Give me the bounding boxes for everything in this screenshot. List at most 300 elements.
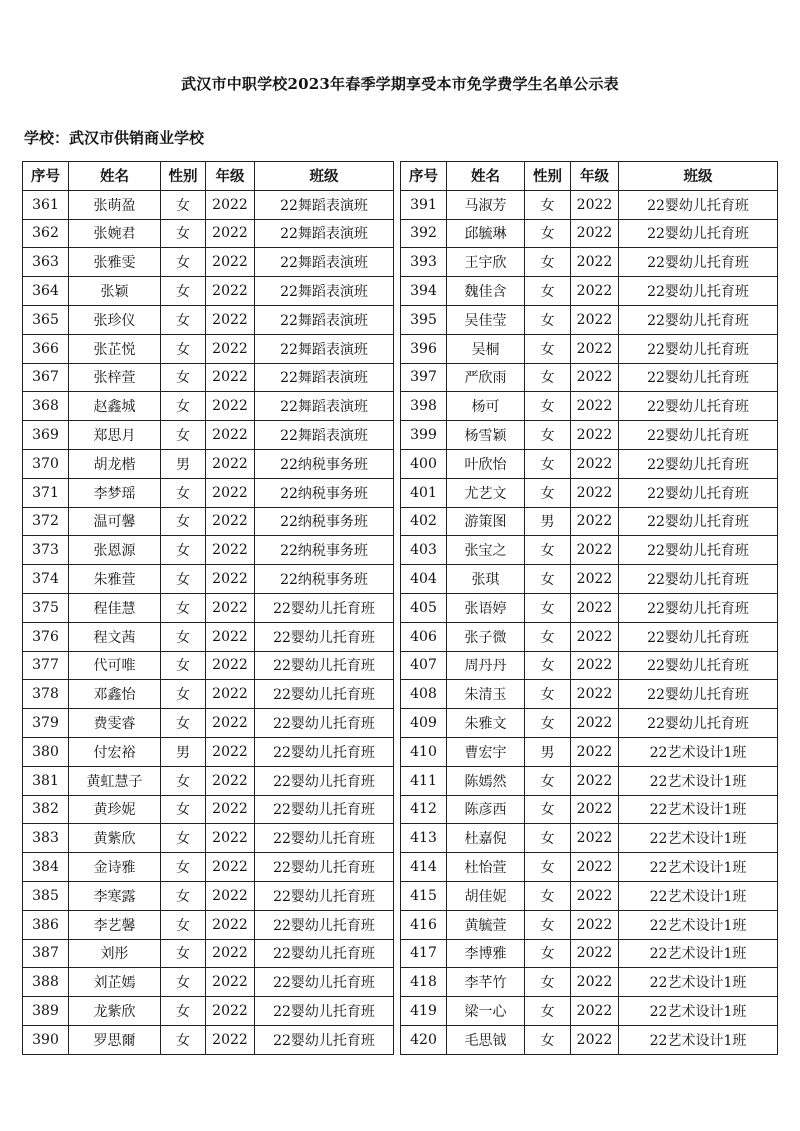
table-row <box>23 507 394 536</box>
table-row <box>23 363 394 392</box>
cell-number: 394 <box>401 277 447 306</box>
table-row <box>23 219 394 248</box>
cell-grade: 2022 <box>206 363 255 392</box>
cell-grade: 2022 <box>571 968 619 997</box>
cell-gender: 女 <box>525 997 571 1026</box>
page-title: 武汉市中职学校2023年春季学期享受本市免学费学生名单公示表 <box>181 75 619 93</box>
cell-gender: 女 <box>161 593 206 622</box>
cell-name: 朱雅萱 <box>69 565 161 594</box>
cell-gender: 女 <box>161 968 206 997</box>
cell-grade: 2022 <box>206 478 255 507</box>
cell-class: 22婴幼儿托育班 <box>619 219 778 248</box>
cell-name: 吴佳莹 <box>447 305 525 334</box>
cell-name: 邓鑫怡 <box>69 680 161 709</box>
cell-gender: 女 <box>525 939 571 968</box>
table-row <box>23 737 394 766</box>
cell-gender: 女 <box>525 190 571 219</box>
cell-number: 367 <box>23 363 69 392</box>
table-row <box>23 939 394 968</box>
cell-grade: 2022 <box>571 334 619 363</box>
cell-class: 22纳税事务班 <box>255 478 394 507</box>
table-header-row <box>23 162 394 191</box>
cell-number: 400 <box>401 449 447 478</box>
cell-class: 22婴幼儿托育班 <box>619 449 778 478</box>
table-row <box>401 853 778 882</box>
table-row <box>23 824 394 853</box>
table-row <box>401 651 778 680</box>
cell-number: 395 <box>401 305 447 334</box>
cell-number: 370 <box>23 449 69 478</box>
cell-number: 397 <box>401 363 447 392</box>
table-row <box>23 766 394 795</box>
cell-name: 严欣雨 <box>447 363 525 392</box>
table-body-right <box>401 190 778 1054</box>
table-row <box>23 277 394 306</box>
table-row <box>401 536 778 565</box>
cell-class: 22舞蹈表演班 <box>255 421 394 450</box>
cell-number: 381 <box>23 766 69 795</box>
table-row <box>401 997 778 1026</box>
cell-gender: 女 <box>525 392 571 421</box>
cell-gender: 女 <box>525 363 571 392</box>
table-row <box>23 190 394 219</box>
table-row <box>23 565 394 594</box>
cell-gender: 女 <box>525 968 571 997</box>
cell-name: 代可唯 <box>69 651 161 680</box>
cell-class: 22婴幼儿托育班 <box>255 939 394 968</box>
table-row <box>23 536 394 565</box>
cell-name: 张琪 <box>447 565 525 594</box>
cell-class: 22纳税事务班 <box>255 536 394 565</box>
cell-class: 22婴幼儿托育班 <box>619 421 778 450</box>
cell-number: 417 <box>401 939 447 968</box>
cell-name: 吴桐 <box>447 334 525 363</box>
cell-number: 403 <box>401 536 447 565</box>
cell-grade: 2022 <box>206 853 255 882</box>
cell-grade: 2022 <box>571 363 619 392</box>
cell-class: 22艺术设计1班 <box>619 853 778 882</box>
cell-class: 22婴幼儿托育班 <box>255 593 394 622</box>
cell-grade: 2022 <box>206 421 255 450</box>
cell-number: 365 <box>23 305 69 334</box>
table-row <box>23 248 394 277</box>
cell-name: 黄珍妮 <box>69 795 161 824</box>
cell-grade: 2022 <box>206 680 255 709</box>
cell-number: 369 <box>23 421 69 450</box>
cell-name: 杨雪颖 <box>447 421 525 450</box>
table-row <box>23 680 394 709</box>
cell-number: 415 <box>401 881 447 910</box>
table-row <box>401 910 778 939</box>
cell-class: 22婴幼儿托育班 <box>619 565 778 594</box>
cell-class: 22舞蹈表演班 <box>255 392 394 421</box>
cell-number: 407 <box>401 651 447 680</box>
cell-number: 378 <box>23 680 69 709</box>
cell-gender: 女 <box>525 795 571 824</box>
cell-number: 383 <box>23 824 69 853</box>
cell-class: 22婴幼儿托育班 <box>619 536 778 565</box>
cell-gender: 女 <box>525 1025 571 1054</box>
cell-gender: 女 <box>525 853 571 882</box>
cell-number: 373 <box>23 536 69 565</box>
cell-class: 22婴幼儿托育班 <box>255 910 394 939</box>
cell-number: 412 <box>401 795 447 824</box>
cell-class: 22纳税事务班 <box>255 507 394 536</box>
cell-grade: 2022 <box>206 507 255 536</box>
cell-grade: 2022 <box>206 651 255 680</box>
cell-grade: 2022 <box>206 622 255 651</box>
table-row <box>401 507 778 536</box>
cell-gender: 女 <box>161 622 206 651</box>
cell-gender: 女 <box>161 795 206 824</box>
cell-gender: 女 <box>161 421 206 450</box>
cell-name: 周丹丹 <box>447 651 525 680</box>
header-name: 姓名 <box>69 162 161 191</box>
cell-class: 22婴幼儿托育班 <box>619 651 778 680</box>
cell-grade: 2022 <box>206 536 255 565</box>
cell-number: 420 <box>401 1025 447 1054</box>
cell-class: 22艺术设计1班 <box>619 737 778 766</box>
cell-number: 390 <box>23 1025 69 1054</box>
cell-grade: 2022 <box>571 421 619 450</box>
cell-class: 22艺术设计1班 <box>619 997 778 1026</box>
header-number: 序号 <box>23 162 69 191</box>
cell-grade: 2022 <box>571 536 619 565</box>
cell-number: 413 <box>401 824 447 853</box>
cell-name: 刘彤 <box>69 939 161 968</box>
cell-grade: 2022 <box>571 305 619 334</box>
cell-class: 22舞蹈表演班 <box>255 219 394 248</box>
cell-name: 张婉君 <box>69 219 161 248</box>
cell-number: 386 <box>23 910 69 939</box>
table-row <box>23 1025 394 1054</box>
cell-grade: 2022 <box>206 593 255 622</box>
cell-grade: 2022 <box>571 997 619 1026</box>
cell-gender: 女 <box>525 910 571 939</box>
cell-gender: 女 <box>525 881 571 910</box>
table-body-left <box>23 190 394 1054</box>
cell-grade: 2022 <box>571 565 619 594</box>
cell-name: 杜嘉倪 <box>447 824 525 853</box>
cell-class: 22婴幼儿托育班 <box>619 363 778 392</box>
cell-number: 401 <box>401 478 447 507</box>
table-row <box>401 824 778 853</box>
cell-number: 389 <box>23 997 69 1026</box>
cell-class: 22婴幼儿托育班 <box>255 709 394 738</box>
table-row <box>23 622 394 651</box>
cell-name: 张恩源 <box>69 536 161 565</box>
cell-gender: 女 <box>161 392 206 421</box>
cell-class: 22婴幼儿托育班 <box>255 1025 394 1054</box>
cell-class: 22舞蹈表演班 <box>255 305 394 334</box>
cell-class: 22婴幼儿托育班 <box>255 737 394 766</box>
cell-name: 张珍仪 <box>69 305 161 334</box>
cell-name: 尤艺文 <box>447 478 525 507</box>
cell-grade: 2022 <box>571 248 619 277</box>
table-row <box>401 881 778 910</box>
cell-name: 费雯睿 <box>69 709 161 738</box>
cell-grade: 2022 <box>206 565 255 594</box>
cell-grade: 2022 <box>571 507 619 536</box>
cell-class: 22舞蹈表演班 <box>255 248 394 277</box>
cell-grade: 2022 <box>206 795 255 824</box>
cell-gender: 女 <box>525 449 571 478</box>
table-row <box>401 680 778 709</box>
cell-grade: 2022 <box>571 737 619 766</box>
cell-name: 张颖 <box>69 277 161 306</box>
cell-grade: 2022 <box>206 334 255 363</box>
cell-name: 刘芷嫣 <box>69 968 161 997</box>
table-row <box>401 622 778 651</box>
cell-gender: 女 <box>161 1025 206 1054</box>
cell-grade: 2022 <box>206 1025 255 1054</box>
cell-class: 22婴幼儿托育班 <box>255 997 394 1026</box>
cell-name: 郑思月 <box>69 421 161 450</box>
cell-grade: 2022 <box>571 593 619 622</box>
cell-grade: 2022 <box>571 449 619 478</box>
cell-name: 叶欣怡 <box>447 449 525 478</box>
cell-gender: 女 <box>161 766 206 795</box>
cell-class: 22艺术设计1班 <box>619 824 778 853</box>
cell-name: 胡龙楷 <box>69 449 161 478</box>
cell-number: 377 <box>23 651 69 680</box>
cell-grade: 2022 <box>206 766 255 795</box>
cell-class: 22婴幼儿托育班 <box>619 593 778 622</box>
cell-number: 384 <box>23 853 69 882</box>
table-row <box>401 248 778 277</box>
cell-grade: 2022 <box>571 939 619 968</box>
cell-class: 22婴幼儿托育班 <box>255 680 394 709</box>
table-row <box>401 968 778 997</box>
table-row <box>401 795 778 824</box>
cell-gender: 女 <box>525 421 571 450</box>
cell-class: 22婴幼儿托育班 <box>619 190 778 219</box>
cell-gender: 女 <box>525 622 571 651</box>
cell-name: 李博雅 <box>447 939 525 968</box>
cell-name: 程佳慧 <box>69 593 161 622</box>
cell-name: 程文茜 <box>69 622 161 651</box>
cell-name: 金诗雅 <box>69 853 161 882</box>
cell-class: 22婴幼儿托育班 <box>619 622 778 651</box>
student-table-right <box>400 161 778 1055</box>
cell-class: 22婴幼儿托育班 <box>255 824 394 853</box>
cell-grade: 2022 <box>206 449 255 478</box>
cell-number: 380 <box>23 737 69 766</box>
cell-number: 385 <box>23 881 69 910</box>
cell-grade: 2022 <box>571 219 619 248</box>
cell-gender: 女 <box>161 939 206 968</box>
cell-gender: 女 <box>525 536 571 565</box>
table-row <box>23 392 394 421</box>
cell-name: 王宇欣 <box>447 248 525 277</box>
cell-class: 22艺术设计1班 <box>619 881 778 910</box>
cell-grade: 2022 <box>571 795 619 824</box>
cell-gender: 男 <box>525 737 571 766</box>
cell-gender: 女 <box>525 766 571 795</box>
cell-gender: 男 <box>525 507 571 536</box>
cell-gender: 女 <box>161 219 206 248</box>
cell-gender: 女 <box>161 305 206 334</box>
cell-number: 371 <box>23 478 69 507</box>
cell-gender: 女 <box>161 709 206 738</box>
cell-gender: 女 <box>525 478 571 507</box>
cell-grade: 2022 <box>571 392 619 421</box>
cell-name: 邱毓琳 <box>447 219 525 248</box>
table-header-row <box>401 162 778 191</box>
cell-class: 22艺术设计1班 <box>619 939 778 968</box>
cell-class: 22婴幼儿托育班 <box>255 622 394 651</box>
table-row <box>23 478 394 507</box>
cell-grade: 2022 <box>206 968 255 997</box>
cell-name: 朱清玉 <box>447 680 525 709</box>
table-row <box>401 421 778 450</box>
cell-number: 411 <box>401 766 447 795</box>
cell-gender: 女 <box>161 248 206 277</box>
cell-class: 22婴幼儿托育班 <box>255 651 394 680</box>
cell-class: 22婴幼儿托育班 <box>619 680 778 709</box>
cell-gender: 女 <box>525 248 571 277</box>
cell-gender: 女 <box>161 565 206 594</box>
cell-gender: 女 <box>525 565 571 594</box>
cell-name: 黄毓萱 <box>447 910 525 939</box>
cell-name: 胡佳妮 <box>447 881 525 910</box>
cell-number: 399 <box>401 421 447 450</box>
cell-number: 375 <box>23 593 69 622</box>
cell-gender: 女 <box>161 478 206 507</box>
cell-class: 22婴幼儿托育班 <box>619 478 778 507</box>
cell-name: 张语婷 <box>447 593 525 622</box>
cell-class: 22艺术设计1班 <box>619 795 778 824</box>
header-gender: 性别 <box>161 162 206 191</box>
cell-number: 414 <box>401 853 447 882</box>
cell-class: 22舞蹈表演班 <box>255 277 394 306</box>
cell-gender: 女 <box>161 824 206 853</box>
header-number: 序号 <box>401 162 447 191</box>
cell-name: 马淑芳 <box>447 190 525 219</box>
table-row <box>23 305 394 334</box>
cell-number: 405 <box>401 593 447 622</box>
cell-gender: 女 <box>161 651 206 680</box>
cell-grade: 2022 <box>571 910 619 939</box>
cell-number: 388 <box>23 968 69 997</box>
cell-name: 黄紫欣 <box>69 824 161 853</box>
table-row <box>401 363 778 392</box>
cell-grade: 2022 <box>206 709 255 738</box>
cell-name: 朱雅文 <box>447 709 525 738</box>
cell-number: 361 <box>23 190 69 219</box>
cell-name: 杨可 <box>447 392 525 421</box>
cell-class: 22婴幼儿托育班 <box>619 277 778 306</box>
cell-grade: 2022 <box>206 248 255 277</box>
cell-number: 366 <box>23 334 69 363</box>
cell-gender: 女 <box>525 593 571 622</box>
cell-grade: 2022 <box>206 910 255 939</box>
cell-name: 张子微 <box>447 622 525 651</box>
header-gender: 性别 <box>525 162 571 191</box>
table-row <box>401 219 778 248</box>
table-row <box>23 968 394 997</box>
cell-grade: 2022 <box>571 824 619 853</box>
cell-gender: 女 <box>161 334 206 363</box>
table-row <box>401 392 778 421</box>
cell-name: 张梓萱 <box>69 363 161 392</box>
table-row <box>401 277 778 306</box>
table-row <box>23 853 394 882</box>
cell-gender: 女 <box>161 680 206 709</box>
cell-gender: 女 <box>161 507 206 536</box>
cell-number: 362 <box>23 219 69 248</box>
table-row <box>23 709 394 738</box>
cell-gender: 女 <box>161 277 206 306</box>
cell-grade: 2022 <box>206 219 255 248</box>
cell-grade: 2022 <box>206 881 255 910</box>
cell-number: 409 <box>401 709 447 738</box>
cell-name: 赵鑫城 <box>69 392 161 421</box>
cell-gender: 女 <box>525 277 571 306</box>
cell-grade: 2022 <box>206 277 255 306</box>
student-table-left <box>22 161 394 1055</box>
cell-name: 张芷悦 <box>69 334 161 363</box>
cell-number: 398 <box>401 392 447 421</box>
cell-number: 402 <box>401 507 447 536</box>
cell-grade: 2022 <box>571 709 619 738</box>
cell-number: 379 <box>23 709 69 738</box>
table-row <box>401 593 778 622</box>
cell-gender: 男 <box>161 737 206 766</box>
cell-name: 龙紫欣 <box>69 997 161 1026</box>
cell-gender: 女 <box>525 334 571 363</box>
cell-gender: 女 <box>525 305 571 334</box>
cell-grade: 2022 <box>571 478 619 507</box>
cell-number: 391 <box>401 190 447 219</box>
cell-grade: 2022 <box>206 824 255 853</box>
cell-class: 22婴幼儿托育班 <box>619 305 778 334</box>
cell-grade: 2022 <box>571 853 619 882</box>
table-row <box>401 449 778 478</box>
table-row <box>401 478 778 507</box>
cell-grade: 2022 <box>571 881 619 910</box>
cell-grade: 2022 <box>571 277 619 306</box>
table-row <box>401 190 778 219</box>
table-row <box>23 449 394 478</box>
cell-gender: 女 <box>161 363 206 392</box>
cell-number: 374 <box>23 565 69 594</box>
cell-class: 22纳税事务班 <box>255 449 394 478</box>
cell-gender: 女 <box>161 853 206 882</box>
cell-name: 毛思钺 <box>447 1025 525 1054</box>
cell-grade: 2022 <box>571 1025 619 1054</box>
cell-grade: 2022 <box>571 190 619 219</box>
table-row <box>401 939 778 968</box>
table-row <box>23 651 394 680</box>
cell-name: 李梦瑶 <box>69 478 161 507</box>
cell-gender: 女 <box>161 536 206 565</box>
cell-number: 419 <box>401 997 447 1026</box>
cell-name: 付宏裕 <box>69 737 161 766</box>
cell-class: 22婴幼儿托育班 <box>619 507 778 536</box>
cell-name: 黄虹慧子 <box>69 766 161 795</box>
cell-number: 418 <box>401 968 447 997</box>
table-row <box>401 709 778 738</box>
cell-class: 22婴幼儿托育班 <box>619 392 778 421</box>
table-row <box>23 593 394 622</box>
cell-name: 罗思爾 <box>69 1025 161 1054</box>
cell-class: 22纳税事务班 <box>255 565 394 594</box>
table-row <box>401 305 778 334</box>
cell-name: 张雅雯 <box>69 248 161 277</box>
cell-number: 382 <box>23 795 69 824</box>
table-row <box>23 997 394 1026</box>
